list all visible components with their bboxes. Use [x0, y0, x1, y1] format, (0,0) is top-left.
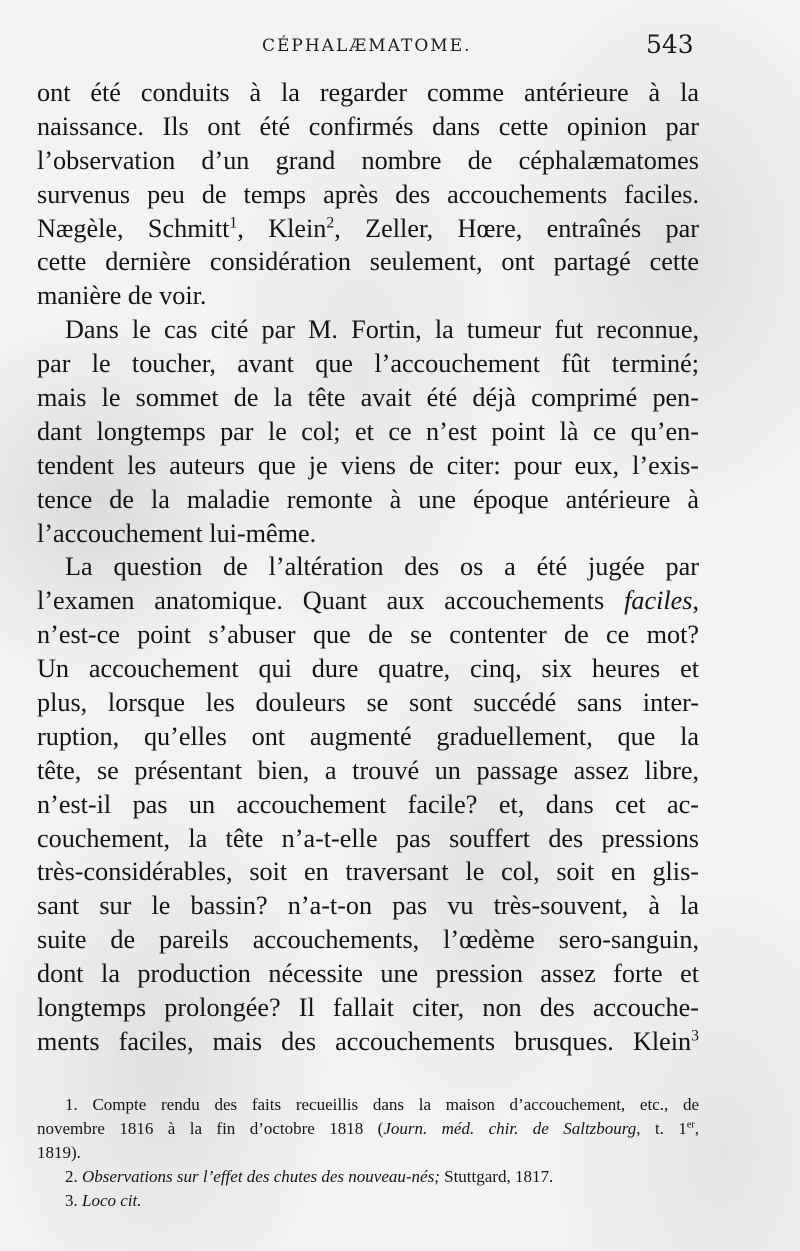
superscript: er: [686, 1119, 695, 1131]
text-line-10: mais le sommet de la tête avait été déjà comprimé pen-: [37, 383, 699, 413]
loco-cit: Loco cit.: [82, 1191, 142, 1210]
footnotes: [37, 1093, 699, 1213]
text-line-11: dant longtemps par le col; et ce n’est point là ce qu’en-: [37, 416, 699, 446]
footnote-ref-1: 1: [229, 213, 238, 231]
text-segment: Stuttgard, 1817.: [439, 1167, 554, 1186]
text-line-3: l’observation d’un grand nombre de céphalæmatomes: [37, 145, 699, 175]
text-line-24: très-considérables, soit en traversant le col, soit en glis-: [37, 857, 699, 887]
text-line-18: Un accouchement qui dure quatre, cinq, six heures et: [37, 654, 699, 684]
text-line-14: l’accouchement lui-même.: [37, 518, 317, 548]
text-line-1: ont été conduits à la regarder comme antérieure à la: [37, 78, 699, 107]
footnote-1-line-1: 1. Compte rendu des faits recueillis dans la maison d’accouchement, etc., de: [65, 1095, 699, 1114]
text-line-20: ruption, qu’elles ont augmenté graduellement, que la: [37, 721, 699, 751]
text-line-5: [37, 212, 699, 246]
text-line-9: par le toucher, avant que l’accouchement fût terminé;: [37, 349, 699, 379]
text-segment: l’examen anatomique. Quant aux accouchements: [37, 586, 605, 616]
footnote-ref-3: 3: [691, 1027, 699, 1045]
text-line-6: cette dernière considération seulement, ont partagé cette: [37, 247, 699, 277]
text-line-19: plus, lorsque les douleurs se sont succédé sans inter-: [37, 688, 699, 718]
text-line-22: n’est-il pas un accouchement facile? et, dans cet ac-: [37, 789, 699, 819]
italic-word: faciles: [624, 586, 693, 616]
text-line-23: couchement, la tête n’a-t-elle pas souffert des pressions: [37, 823, 699, 853]
footnote-number: 2.: [65, 1167, 78, 1186]
page-number: 543: [646, 30, 694, 59]
text-line-12: tendent les auteurs que je viens de citer: pour eux, l’exis-: [37, 450, 699, 480]
text-line-29: [37, 1025, 699, 1059]
text-line-25: sant sur le bassin? n’a-t-on pas vu très-souvent, à la: [37, 891, 699, 921]
text-line-8: Dans le cas cité par M. Fortin, la tumeur fut reconnue,: [65, 315, 699, 345]
body-text: [37, 76, 699, 1059]
work-title: Observations sur l’effet des chutes des nouveau-nés;: [82, 1167, 440, 1186]
text-line-7: manière de voir.: [37, 281, 207, 311]
text-segment: , t. 1: [636, 1119, 687, 1138]
text-line-13: tence de la maladie remonte à une époque antérieure à: [37, 484, 699, 514]
text-line-17: n’est-ce point s’abuser que de se contenter de ce mot?: [37, 620, 699, 650]
text-line-16: [37, 584, 699, 618]
text-segment: , Klein: [237, 213, 327, 243]
text-segment: ,: [692, 586, 699, 616]
footnote-number: 3.: [65, 1191, 78, 1210]
running-title: CÉPHALÆMATOME.: [262, 36, 472, 56]
text-line-4: survenus peu de temps après des accouchements faciles.: [37, 179, 699, 209]
text-line-21: tête, se présentant bien, a trouvé un passage assez libre,: [37, 755, 699, 785]
text-segment: novembre 1816 à la fin d’octobre 1818 (: [37, 1119, 384, 1138]
text-segment: ,: [694, 1119, 699, 1138]
footnote-1-line-3: 1819).: [37, 1143, 81, 1162]
text-line-27: dont la production nécessite une pression assez forte et: [37, 959, 699, 989]
footnote-1-line-2: [37, 1117, 699, 1141]
footnote-ref-2: 2: [326, 213, 335, 231]
text-segment: Nægèle, Schmitt: [37, 213, 230, 243]
footnote-3: [37, 1189, 699, 1213]
text-line-2: naissance. Ils ont été confirmés dans cette opinion par: [37, 111, 699, 141]
text-segment: , Zeller, Hœre, entraînés par: [334, 213, 699, 243]
text-line-26: suite de pareils accouchements, l’œdème sero-sanguin,: [37, 925, 699, 955]
journal-title: Journ. méd. chir. de Saltzbourg: [383, 1119, 637, 1138]
text-segment: ments faciles, mais des accouchements brusques. Klein: [37, 1026, 692, 1056]
text-line-28: longtemps prolongée? Il fallait citer, non des accouche-: [37, 993, 699, 1023]
page-header: [0, 30, 800, 70]
text-line-15: La question de l’altération des os a été jugée par: [65, 552, 699, 582]
footnote-2: [37, 1165, 699, 1189]
